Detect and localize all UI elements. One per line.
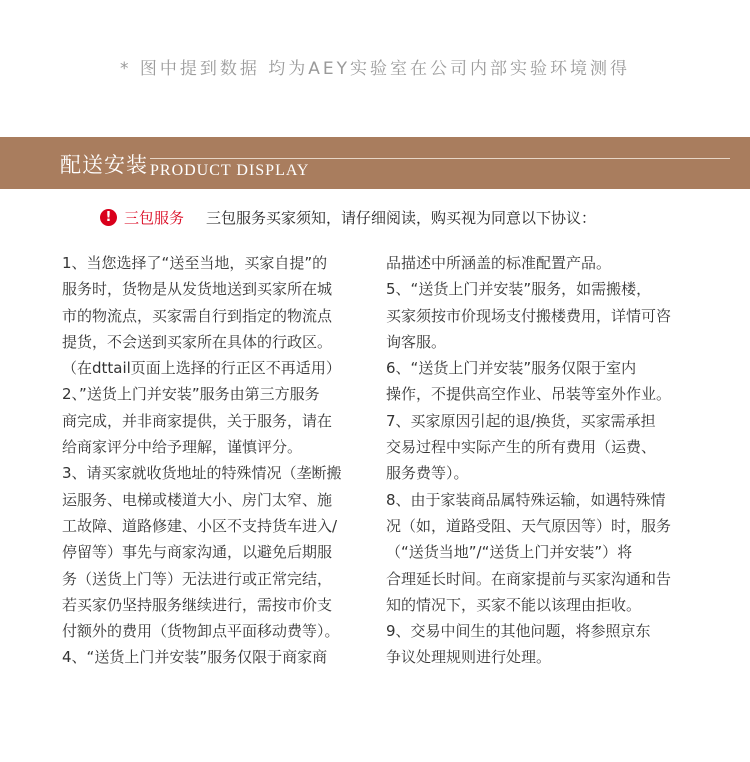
terms-line: 4、“送货上门并安装”服务仅限于商家商 <box>62 648 328 667</box>
warning-icon: ! <box>100 209 117 226</box>
terms-line: 务（送货上门等）无法进行或正常完结， <box>62 569 333 588</box>
terms-line: 8、由于家装商品属特殊运输，如遇特殊情 <box>386 490 666 509</box>
terms-left-column <box>62 250 367 671</box>
terms-line: （在dttail页面上选择的行正区不再适用） <box>62 359 341 378</box>
terms-line: 服务时，货物是从发货地送到买家所在城 <box>62 280 333 299</box>
terms-line: 买家须按市价现场支付搬楼费用，详情可咨 <box>386 306 672 325</box>
terms-line: 况（如，道路受阻、天气原因等）时，服务 <box>386 516 672 535</box>
service-notice <box>100 207 596 229</box>
notice-text: 三包服务买家须知，请仔细阅读，购买视为同意以下协议： <box>206 209 597 227</box>
terms-line: 询客服。 <box>386 332 447 351</box>
notice-label: 三包服务 <box>124 209 185 227</box>
banner-subtitle: PRODUCT DISPLAY <box>150 162 310 179</box>
terms-line: 交易过程中实际产生的所有费用（运费、 <box>386 438 657 457</box>
terms-line: 商完成，并非商家提供，关于服务，请在 <box>62 411 333 430</box>
terms-line: 市的物流点，买家需自行到指定的物流点 <box>62 306 333 325</box>
terms-line: 7、买家原因引起的退/换货，买家需承担 <box>386 411 656 430</box>
terms-line: 争议处理规则进行处理。 <box>386 648 552 667</box>
banner-title: 配送安装 <box>60 153 148 177</box>
terms-line: 提货，不会送到买家所在具体的行政区。 <box>62 332 333 351</box>
terms-line: 3、请买家就收货地址的特殊情况（垄断搬 <box>62 464 342 483</box>
terms-line: 6、“送货上门并安装”服务仅限于室内 <box>386 359 637 378</box>
terms-line: 合理延长时间。在商家提前与买家沟通和告 <box>386 569 672 588</box>
terms-line: 付额外的费用（货物卸点平面移动费等）。 <box>62 622 340 641</box>
terms-line: 1、当您选择了“送至当地，买家自提”的 <box>62 254 328 272</box>
terms-line: 服务费等）。 <box>386 464 469 483</box>
terms-line: 2、”送货上门并安装”服务由第三方服务 <box>62 385 320 404</box>
banner-divider <box>150 158 730 159</box>
section-banner <box>0 137 750 189</box>
terms-right-column <box>386 250 696 671</box>
terms-line: 品描述中所涵盖的标准配置产品。 <box>386 254 612 272</box>
lab-data-note: * 图中提到数据 均为AEY实验室在公司内部实验环境测得 <box>119 59 631 79</box>
terms-line: 停留等）事先与商家沟通，以避免后期服 <box>62 543 333 562</box>
terms-line: 5、“送货上门并安装”服务，如需搬楼， <box>386 280 652 299</box>
terms-line: （“送货当地”/“送货上门并安装”）将 <box>386 543 633 562</box>
terms-line: 给商家评分中给予理解，谨慎评分。 <box>62 438 303 457</box>
terms-line: 若买家仍坚持服务继续进行，需按市价支 <box>62 595 333 614</box>
terms-line: 操作，不提供高空作业、吊装等室外作业。 <box>386 385 672 404</box>
terms-line: 运服务、电梯或楼道大小、房门太窄、施 <box>62 490 333 509</box>
terms-line: 工故障、道路修建、小区不支持货车进入/ <box>62 516 338 535</box>
terms-line: 知的情况下，买家不能以该理由拒收。 <box>386 595 642 614</box>
terms-line: 9、交易中间生的其他问题，将参照京东 <box>386 622 651 641</box>
